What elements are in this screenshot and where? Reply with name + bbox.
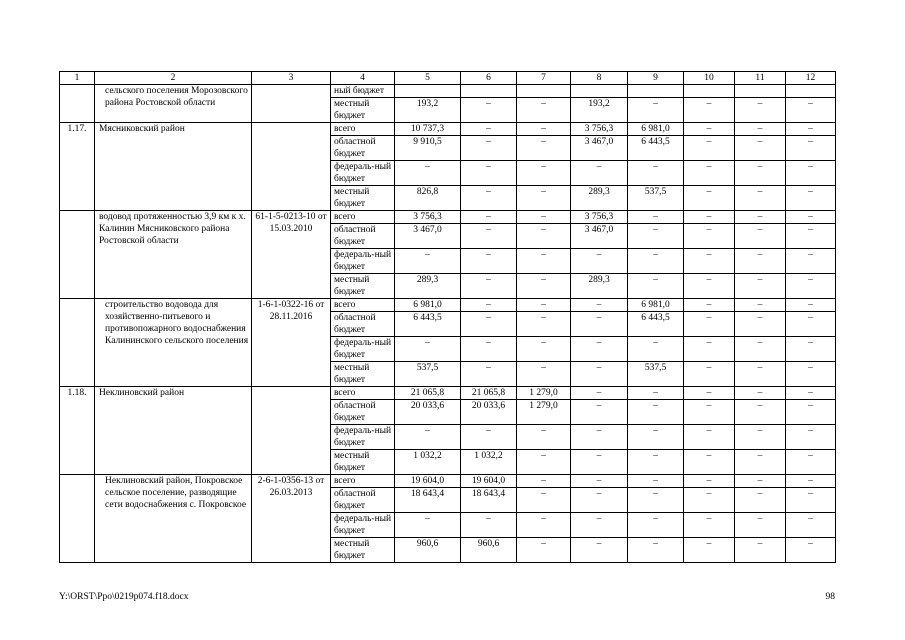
amount-cell: –	[628, 450, 684, 475]
amount-cell: –	[684, 538, 735, 563]
amount-cell: –	[684, 123, 735, 136]
amount-cell: 21 065,8	[461, 387, 517, 400]
amount-cell: –	[786, 337, 836, 362]
funding-source-cell: областной бюджет	[331, 488, 395, 513]
funding-source-cell: всего	[331, 387, 395, 400]
amount-cell: –	[395, 337, 461, 362]
object-name-cell: Мясниковский район	[95, 123, 252, 211]
amount-cell: –	[735, 312, 786, 337]
amount-cell: –	[735, 136, 786, 161]
amount-cell: –	[684, 161, 735, 186]
amount-cell: –	[461, 249, 517, 274]
amount-cell: –	[735, 161, 786, 186]
amount-cell: –	[786, 387, 836, 400]
amount-cell: –	[571, 161, 628, 186]
amount-cell: 193,2	[395, 98, 461, 123]
amount-cell: 1 279,0	[517, 387, 571, 400]
amount-cell: –	[684, 450, 735, 475]
amount-cell: –	[461, 337, 517, 362]
amount-cell: 537,5	[395, 362, 461, 387]
column-header: 12	[786, 72, 836, 85]
registration-number-cell	[252, 123, 331, 211]
amount-cell: –	[786, 98, 836, 123]
funding-source-cell: местный бюджет	[331, 274, 395, 299]
item-number-cell	[60, 211, 95, 299]
amount-cell: –	[571, 312, 628, 337]
funding-source-cell: областной бюджет	[331, 400, 395, 425]
table-row	[60, 387, 836, 400]
amount-cell: 6 981,0	[628, 299, 684, 312]
amount-cell: –	[786, 123, 836, 136]
column-header: 10	[684, 72, 735, 85]
amount-cell: –	[517, 513, 571, 538]
amount-cell: –	[461, 362, 517, 387]
amount-cell: 20 033,6	[395, 400, 461, 425]
amount-cell: –	[786, 211, 836, 224]
amount-cell: 21 065,8	[395, 387, 461, 400]
amount-cell: 6 981,0	[395, 299, 461, 312]
funding-source-cell: федераль-ный бюджет	[331, 425, 395, 450]
amount-cell: 20 033,6	[461, 400, 517, 425]
registration-number-cell	[252, 85, 331, 123]
amount-cell: –	[395, 425, 461, 450]
amount-cell: –	[628, 211, 684, 224]
amount-cell: –	[571, 400, 628, 425]
amount-cell: –	[628, 337, 684, 362]
table-body	[60, 72, 836, 563]
item-number-cell: 1.18.	[60, 387, 95, 475]
amount-cell: –	[735, 538, 786, 563]
object-name-cell: строительство водовода для хозяйственно-питьевого и противопожарного водоснабжения Калининского сельского поселения	[95, 299, 252, 387]
amount-cell: –	[628, 475, 684, 488]
amount-cell: –	[786, 312, 836, 337]
funding-source-cell: ный бюджет	[331, 85, 395, 98]
amount-cell: –	[786, 161, 836, 186]
amount-cell: –	[571, 249, 628, 274]
object-name-cell: Неклиновский район, Покровское сельское поселение, разводящие сети водоснабжения с. Покровское	[95, 475, 252, 563]
column-header: 2	[95, 72, 252, 85]
amount-cell: –	[628, 274, 684, 299]
amount-cell: –	[786, 488, 836, 513]
amount-cell: 18 643,4	[461, 488, 517, 513]
object-name-cell: сельского поселения Морозовского района Ростовской области	[95, 85, 252, 123]
column-header: 3	[252, 72, 331, 85]
amount-cell: –	[684, 362, 735, 387]
amount-cell: –	[517, 538, 571, 563]
amount-cell: –	[517, 224, 571, 249]
amount-cell: –	[684, 387, 735, 400]
amount-cell	[517, 85, 571, 98]
amount-cell: –	[461, 299, 517, 312]
amount-cell: –	[735, 274, 786, 299]
amount-cell: –	[735, 224, 786, 249]
amount-cell: –	[517, 249, 571, 274]
registration-number-cell: 2-6-1-0356-13 от 26.03.2013	[252, 475, 331, 563]
amount-cell: –	[517, 136, 571, 161]
amount-cell: –	[735, 488, 786, 513]
amount-cell: –	[461, 136, 517, 161]
amount-cell: –	[735, 211, 786, 224]
amount-cell: –	[735, 387, 786, 400]
amount-cell	[786, 85, 836, 98]
item-number-cell	[60, 85, 95, 123]
amount-cell: –	[628, 513, 684, 538]
amount-cell: –	[735, 400, 786, 425]
amount-cell: –	[735, 98, 786, 123]
amount-cell: –	[461, 123, 517, 136]
amount-cell: –	[786, 450, 836, 475]
amount-cell: 6 443,5	[628, 312, 684, 337]
funding-source-cell: федераль-ный бюджет	[331, 337, 395, 362]
amount-cell: –	[461, 312, 517, 337]
amount-cell: –	[461, 186, 517, 211]
amount-cell: –	[684, 211, 735, 224]
amount-cell: 960,6	[461, 538, 517, 563]
budget-table	[59, 71, 836, 563]
amount-cell: –	[684, 136, 735, 161]
amount-cell: 3 467,0	[571, 136, 628, 161]
table-row	[60, 299, 836, 312]
amount-cell: –	[684, 98, 735, 123]
amount-cell: –	[684, 299, 735, 312]
amount-cell: –	[786, 400, 836, 425]
amount-cell	[395, 85, 461, 98]
amount-cell: –	[517, 337, 571, 362]
amount-cell: –	[684, 186, 735, 211]
amount-cell: –	[628, 538, 684, 563]
column-header: 6	[461, 72, 517, 85]
object-name-cell: Неклиновский район	[95, 387, 252, 475]
amount-cell: –	[628, 98, 684, 123]
amount-cell: –	[395, 161, 461, 186]
amount-cell: –	[786, 224, 836, 249]
amount-cell: –	[571, 450, 628, 475]
funding-source-cell: всего	[331, 123, 395, 136]
amount-cell: –	[684, 488, 735, 513]
amount-cell: –	[684, 513, 735, 538]
column-header: 4	[331, 72, 395, 85]
funding-source-cell: местный бюджет	[331, 450, 395, 475]
amount-cell: 6 443,5	[395, 312, 461, 337]
amount-cell: –	[517, 362, 571, 387]
amount-cell: –	[461, 98, 517, 123]
amount-cell: –	[461, 161, 517, 186]
column-header: 1	[60, 72, 95, 85]
amount-cell: –	[735, 299, 786, 312]
amount-cell: –	[684, 274, 735, 299]
amount-cell	[571, 85, 628, 98]
funding-source-cell: местный бюджет	[331, 186, 395, 211]
amount-cell: –	[517, 123, 571, 136]
funding-source-cell: всего	[331, 299, 395, 312]
item-number-cell	[60, 475, 95, 563]
amount-cell: –	[571, 513, 628, 538]
amount-cell: –	[517, 211, 571, 224]
amount-cell: –	[571, 425, 628, 450]
amount-cell: –	[735, 123, 786, 136]
amount-cell: –	[786, 538, 836, 563]
amount-cell: –	[628, 387, 684, 400]
table-row	[60, 211, 836, 224]
funding-source-cell: федераль-ный бюджет	[331, 249, 395, 274]
amount-cell: –	[461, 211, 517, 224]
registration-number-cell	[252, 387, 331, 475]
amount-cell: 3 756,3	[571, 211, 628, 224]
object-name-cell: водовод протяженностью 3,9 км к х. Калинин Мясниковского района Ростовской области	[95, 211, 252, 299]
amount-cell: –	[684, 425, 735, 450]
amount-cell: –	[517, 475, 571, 488]
amount-cell: –	[735, 475, 786, 488]
amount-cell: 1 032,2	[395, 450, 461, 475]
registration-number-cell: 61-1-5-0213-10 от 15.03.2010	[252, 211, 331, 299]
amount-cell: 3 756,3	[571, 123, 628, 136]
footer-file-path: Y:\ORST\Ppo\0219p074.f18.docx	[59, 592, 189, 602]
amount-cell: 289,3	[571, 274, 628, 299]
funding-source-cell: местный бюджет	[331, 98, 395, 123]
amount-cell: –	[517, 161, 571, 186]
amount-cell: –	[684, 224, 735, 249]
amount-cell: 3 467,0	[571, 224, 628, 249]
item-number-cell: 1.17.	[60, 123, 95, 211]
amount-cell: –	[517, 186, 571, 211]
amount-cell: 19 604,0	[461, 475, 517, 488]
amount-cell: –	[628, 488, 684, 513]
amount-cell: –	[517, 274, 571, 299]
amount-cell: –	[684, 249, 735, 274]
amount-cell: –	[786, 362, 836, 387]
amount-cell: –	[735, 362, 786, 387]
amount-cell: –	[461, 224, 517, 249]
amount-cell: –	[517, 312, 571, 337]
amount-cell: –	[517, 425, 571, 450]
amount-cell: –	[735, 186, 786, 211]
amount-cell: –	[395, 513, 461, 538]
amount-cell: –	[628, 425, 684, 450]
amount-cell: –	[571, 488, 628, 513]
amount-cell: –	[628, 224, 684, 249]
amount-cell: –	[735, 425, 786, 450]
amount-cell: –	[684, 400, 735, 425]
table-row	[60, 475, 836, 488]
amount-cell	[684, 85, 735, 98]
funding-source-cell: областной бюджет	[331, 136, 395, 161]
amount-cell: –	[786, 299, 836, 312]
amount-cell: –	[786, 186, 836, 211]
page-number: 98	[825, 592, 835, 602]
column-header: 7	[517, 72, 571, 85]
amount-cell: –	[571, 299, 628, 312]
amount-cell: –	[684, 475, 735, 488]
amount-cell: –	[571, 475, 628, 488]
amount-cell: –	[786, 425, 836, 450]
amount-cell: –	[735, 249, 786, 274]
amount-cell: –	[735, 513, 786, 538]
amount-cell: 960,6	[395, 538, 461, 563]
amount-cell: 193,2	[571, 98, 628, 123]
registration-number-cell: 1-6-1-0322-16 от 28.11.2016	[252, 299, 331, 387]
amount-cell: 289,3	[571, 186, 628, 211]
amount-cell: 6 443,5	[628, 136, 684, 161]
table-row	[60, 85, 836, 98]
amount-cell: 537,5	[628, 362, 684, 387]
funding-source-cell: местный бюджет	[331, 362, 395, 387]
amount-cell: 18 643,4	[395, 488, 461, 513]
amount-cell: –	[628, 400, 684, 425]
amount-cell: –	[628, 161, 684, 186]
amount-cell: –	[517, 98, 571, 123]
funding-source-cell: всего	[331, 475, 395, 488]
column-number-row	[60, 72, 836, 85]
amount-cell: –	[684, 337, 735, 362]
amount-cell: 6 981,0	[628, 123, 684, 136]
funding-source-cell: всего	[331, 211, 395, 224]
funding-source-cell: федераль-ный бюджет	[331, 161, 395, 186]
amount-cell: –	[517, 488, 571, 513]
column-header: 11	[735, 72, 786, 85]
amount-cell: 9 910,5	[395, 136, 461, 161]
amount-cell: 537,5	[628, 186, 684, 211]
amount-cell: –	[786, 513, 836, 538]
amount-cell: 826,8	[395, 186, 461, 211]
amount-cell: 3 467,0	[395, 224, 461, 249]
amount-cell: 1 032,2	[461, 450, 517, 475]
amount-cell: –	[461, 274, 517, 299]
amount-cell: –	[461, 425, 517, 450]
amount-cell: –	[786, 274, 836, 299]
amount-cell: –	[571, 337, 628, 362]
amount-cell: 19 604,0	[395, 475, 461, 488]
column-header: 9	[628, 72, 684, 85]
item-number-cell	[60, 299, 95, 387]
amount-cell	[628, 85, 684, 98]
funding-source-cell: областной бюджет	[331, 312, 395, 337]
amount-cell: –	[395, 249, 461, 274]
amount-cell: –	[684, 312, 735, 337]
column-header: 8	[571, 72, 628, 85]
amount-cell: –	[786, 475, 836, 488]
funding-source-cell: местный бюджет	[331, 538, 395, 563]
amount-cell: 10 737,3	[395, 123, 461, 136]
amount-cell: –	[735, 450, 786, 475]
column-header: 5	[395, 72, 461, 85]
amount-cell	[461, 85, 517, 98]
amount-cell: 1 279,0	[517, 400, 571, 425]
funding-source-cell: областной бюджет	[331, 224, 395, 249]
amount-cell: –	[786, 136, 836, 161]
amount-cell	[735, 85, 786, 98]
amount-cell: –	[461, 513, 517, 538]
amount-cell: –	[735, 337, 786, 362]
funding-source-cell: федераль-ный бюджет	[331, 513, 395, 538]
amount-cell: –	[517, 299, 571, 312]
amount-cell: 289,3	[395, 274, 461, 299]
amount-cell: –	[571, 387, 628, 400]
amount-cell: –	[786, 249, 836, 274]
amount-cell: –	[571, 362, 628, 387]
amount-cell: –	[628, 249, 684, 274]
amount-cell: –	[517, 450, 571, 475]
table-row	[60, 123, 836, 136]
amount-cell: –	[571, 538, 628, 563]
amount-cell: 3 756,3	[395, 211, 461, 224]
